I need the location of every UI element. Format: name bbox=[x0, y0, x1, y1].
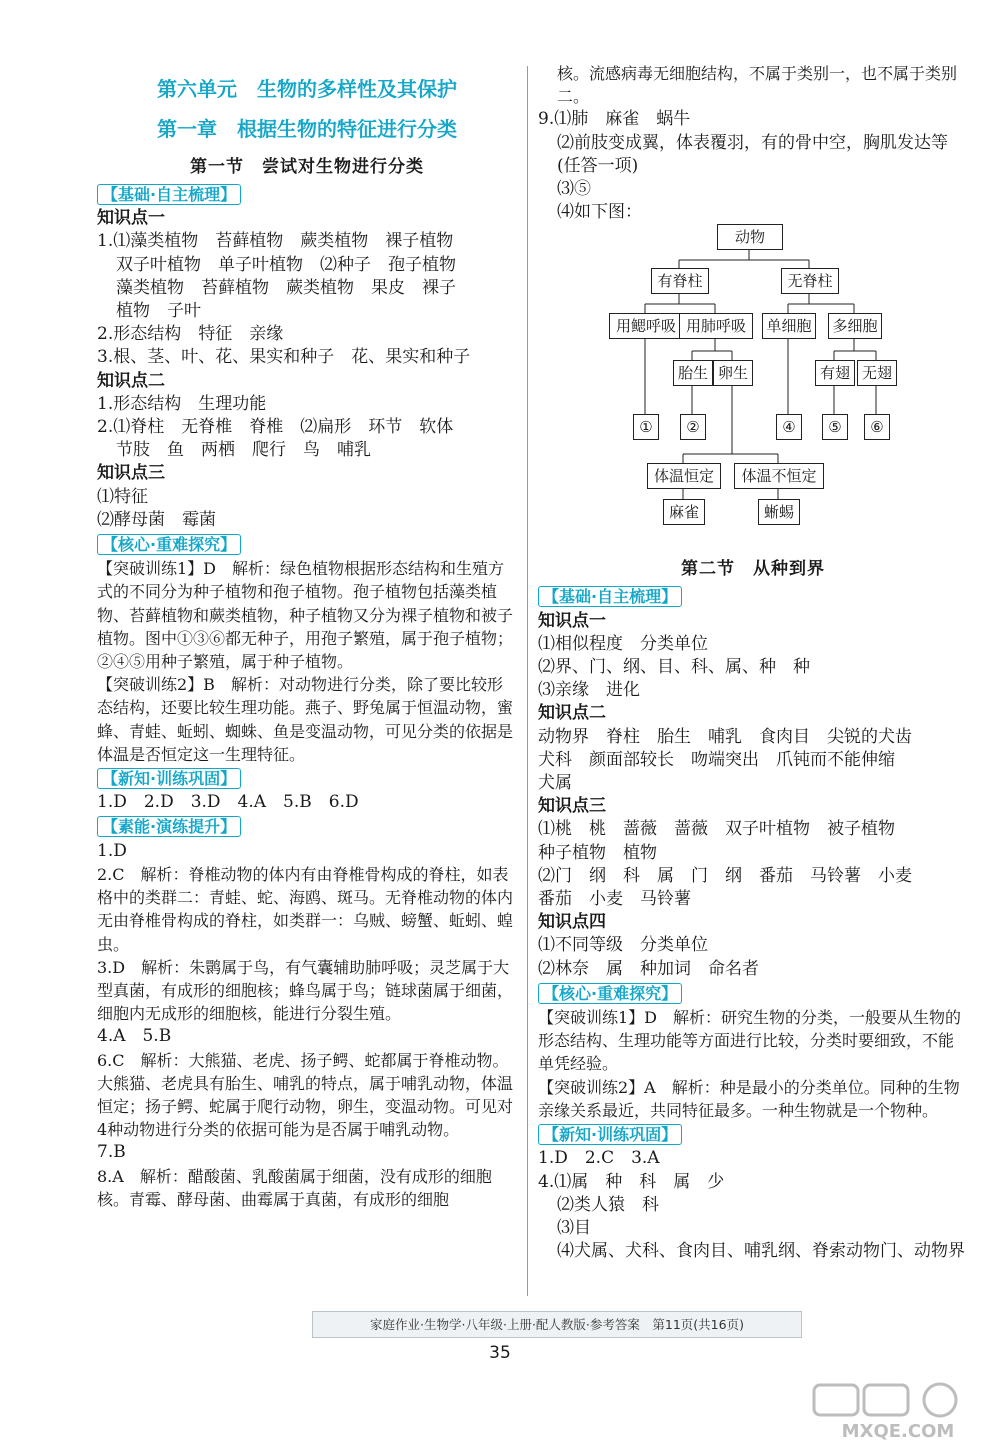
tree-node-oviparous: 卵生 bbox=[713, 360, 753, 386]
tree-node-winged: 有翅 bbox=[815, 360, 855, 386]
answer-line: 4.⑴属 种 科 属 少 bbox=[538, 1171, 725, 1192]
tree-leaf-1: ① bbox=[633, 414, 659, 440]
tree-node-cold-blooded: 体温不恒定 bbox=[734, 463, 824, 489]
tree-node-gill-breathing: 用鳃呼吸 bbox=[609, 313, 683, 339]
tree-node-vertebrate: 有脊柱 bbox=[651, 268, 709, 294]
explanation-paragraph: 【突破训练2】B 解析：对动物进行分类，除了要比较形态结构，还要比较生理功能。燕子、野兔属于恒温动物，蜜蜂、青蛙、蚯蚓、蜘蛛、鱼是变温动物，可见分类的依据是体温是否恒定这一生理特征。 bbox=[97, 675, 514, 764]
answer-line: ⑴桃 桃 蔷薇 蔷薇 双子叶植物 被子植物 bbox=[538, 819, 895, 840]
column-divider bbox=[527, 66, 528, 1296]
answer-line: ⑵酵母菌 霉菌 bbox=[97, 509, 216, 530]
knowledge-point-2: 知识点二 bbox=[538, 703, 606, 724]
answer-line: 4.A 5.B bbox=[97, 1026, 172, 1047]
unit-title: 第六单元 生物的多样性及其保护 bbox=[157, 77, 457, 101]
knowledge-point-1: 知识点一 bbox=[97, 208, 165, 229]
knowledge-point-1: 知识点一 bbox=[538, 610, 606, 631]
tree-leaf-6: ⑥ bbox=[864, 414, 890, 440]
tag-new: 【新知·训练巩固】 bbox=[97, 768, 241, 789]
answer-line: 藻类植物 苔藓植物 蕨类植物 果皮 裸子 bbox=[116, 277, 456, 298]
knowledge-point-4: 知识点四 bbox=[538, 912, 606, 933]
knowledge-point-3: 知识点三 bbox=[538, 796, 606, 817]
tree-leaf-4: ④ bbox=[776, 414, 802, 440]
answer-line: 番茄 小麦 马铃薯 bbox=[538, 889, 691, 910]
answer-line: 3.根、茎、叶、花、果实和种子 花、果实和种子 bbox=[97, 347, 471, 368]
answer-line: 1.⑴藻类植物 苔藓植物 蕨类植物 裸子植物 bbox=[97, 231, 454, 252]
answer-line: 7.B bbox=[97, 1142, 126, 1163]
tree-node-lizard: 蜥蜴 bbox=[758, 499, 800, 525]
answer-line: 1.形态结构 生理功能 bbox=[97, 393, 267, 414]
answer-line: 犬属 bbox=[538, 773, 572, 794]
answer-line: ⑵界、门、纲、目、科、属、种 种 bbox=[538, 657, 810, 678]
answer-line: ⑴特征 bbox=[97, 486, 148, 507]
tree-node-lung-breathing: 用肺呼吸 bbox=[679, 313, 753, 339]
answer-line: 1.D 2.C 3.A bbox=[538, 1148, 660, 1169]
answer-line: 1.D bbox=[97, 840, 127, 861]
answer-line: 犬科 颜面部较长 吻端突出 爪钝而不能伸缩 bbox=[538, 749, 895, 770]
tag-ability: 【素能·演练提升】 bbox=[97, 816, 241, 837]
answer-line: ⑵类人猿 科 bbox=[557, 1194, 659, 1215]
explanation-paragraph: 【突破训练2】A 解析：种是最小的分类单位。同种的生物亲缘关系最近，共同特征最多。一种生物就是一个物种。 bbox=[538, 1077, 960, 1120]
explanation-paragraph: 6.C 解析：大熊猫、老虎、扬子鳄、蛇都属于脊椎动物。大熊猫、老虎具有胎生、哺乳的特点，属于哺乳动物，体温恒定；扬子鳄、蛇属于爬行动物，卵生，变温动物。可见对4种动物进行分类的依据可能为是否属于哺乳动物。 bbox=[97, 1050, 514, 1140]
answer-line: 节肢 鱼 两栖 爬行 鸟 哺乳 bbox=[116, 440, 371, 461]
answer-line: ⑴相似程度 分类单位 bbox=[538, 633, 708, 654]
tree-node-invertebrate: 无脊柱 bbox=[781, 268, 839, 294]
knowledge-point-3: 知识点三 bbox=[97, 463, 165, 484]
explanation-paragraph: 2.C 解析：脊椎动物的体内有由脊椎骨构成的脊柱，如表格中的类群二：青蛙、蛇、海鸥、斑马。无脊椎动物的体内无由脊椎骨构成的脊柱，如类群一：乌贼、螃蟹、蚯蚓、蝗虫。 bbox=[97, 864, 514, 954]
answer-line: 种子植物 植物 bbox=[538, 842, 657, 863]
answer-line: 动物界 脊柱 胎生 哺乳 食肉目 尖锐的犬齿 bbox=[538, 726, 912, 747]
answer-line: 植物 子叶 bbox=[116, 301, 201, 322]
tree-node-animal: 动物 bbox=[717, 224, 783, 250]
answer-line: ⑶目 bbox=[557, 1217, 591, 1238]
answer-line: ⑶亲缘 进化 bbox=[538, 680, 640, 701]
tree-leaf-2: ② bbox=[680, 414, 706, 440]
knowledge-point-2: 知识点二 bbox=[97, 370, 165, 391]
tree-node-warm-blooded: 体温恒定 bbox=[647, 463, 721, 489]
explanation-paragraph: 核。流感病毒无细胞结构，不属于类别一，也不属于类别二。 bbox=[557, 64, 958, 107]
tag-basics: 【基础·自主梳理】 bbox=[538, 586, 682, 607]
tree-node-wingless: 无翅 bbox=[857, 360, 897, 386]
explanation-paragraph: 3.D 解析：朱鹮属于鸟，有气囊辅助肺呼吸；灵芝属于大型真菌，有成形的细胞核；蜂鸟属于鸟；链球菌属于细菌，细胞内无成形的细胞核，能进行分裂生殖。 bbox=[97, 957, 514, 1024]
page-footer: 家庭作业·生物学·八年级·上册·配人教版·参考答案 第11页(共16页) bbox=[312, 1311, 802, 1338]
explanation-paragraph: 【突破训练1】D 解析：绿色植物根据形态结构和生殖方式的不同分为种子植物和孢子植物。孢子植物包括藻类植物、苔藓植物和蕨类植物，种子植物又分为裸子植物和被子植物。图中①③⑥都无种子，用孢子繁殖，属于孢子植物；②④⑤用种子繁殖，属于种子植物。 bbox=[97, 559, 514, 672]
answer-line: ⑵林奈 属 种加词 命名者 bbox=[538, 958, 759, 979]
tree-node-multicellular: 多细胞 bbox=[828, 313, 882, 339]
tag-core: 【核心·重难探究】 bbox=[97, 534, 241, 555]
left-column bbox=[97, 62, 517, 1211]
tag-basics: 【基础·自主梳理】 bbox=[97, 184, 241, 205]
answer-line: ⑵前肢变成翼，体表覆羽，有的骨中空，胸肌发达等(任答一项) bbox=[557, 132, 948, 176]
tag-new: 【新知·训练巩固】 bbox=[538, 1124, 682, 1145]
watermark-logo bbox=[808, 1381, 988, 1443]
answer-line: 双子叶植物 单子叶植物 ⑵种子 孢子植物 bbox=[116, 254, 456, 275]
tree-leaf-5: ⑤ bbox=[822, 414, 848, 440]
answer-line: ⑵门 纲 科 属 门 纲 番茄 马铃薯 小麦 bbox=[538, 865, 912, 886]
answer-line: ⑶⑤ bbox=[557, 179, 591, 200]
answer-line: ⑷犬属、犬科、食肉目、哺乳纲、脊索动物门、动物界 bbox=[557, 1241, 965, 1262]
right-column bbox=[538, 62, 968, 1263]
explanation-paragraph: 8.A 解析：醋酸菌、乳酸菌属于细菌，没有成形的细胞核。青霉、酵母菌、曲霉属于真菌，有成形的细胞 bbox=[97, 1166, 492, 1209]
answer-line: 2.⑴脊柱 无脊椎 脊椎 ⑵扁形 环节 软体 bbox=[97, 417, 454, 438]
tag-core: 【核心·重难探究】 bbox=[538, 983, 682, 1004]
classification-tree-diagram bbox=[538, 224, 968, 554]
tree-connectors bbox=[538, 224, 968, 554]
answer-line: 2.形态结构 特征 亲缘 bbox=[97, 324, 284, 345]
tree-node-sparrow: 麻雀 bbox=[663, 499, 705, 525]
answer-line: 9.⑴肺 麻雀 蜗牛 bbox=[538, 109, 691, 130]
explanation-paragraph: 【突破训练1】D 解析：研究生物的分类，一般要从生物的形态结构、生理功能等方面进行比较，分类时要细致，不能单凭经验。 bbox=[538, 1008, 962, 1074]
section2-title: 第二节 从种到界 bbox=[681, 559, 825, 580]
svg-text:MXQE.COM: MXQE.COM bbox=[841, 1421, 955, 1442]
answer-line: ⑴不同等级 分类单位 bbox=[538, 935, 708, 956]
answer-line: ⑷如下图： bbox=[557, 202, 642, 223]
chapter-title: 第一章 根据生物的特征进行分类 bbox=[157, 117, 457, 141]
section-title: 第一节 尝试对生物进行分类 bbox=[190, 157, 424, 177]
tree-node-unicellular: 单细胞 bbox=[762, 313, 816, 339]
tree-node-viviparous: 胎生 bbox=[673, 360, 713, 386]
page-number: 35 bbox=[489, 1343, 511, 1363]
answer-line: 1.D 2.D 3.D 4.A 5.B 6.D bbox=[97, 792, 359, 813]
